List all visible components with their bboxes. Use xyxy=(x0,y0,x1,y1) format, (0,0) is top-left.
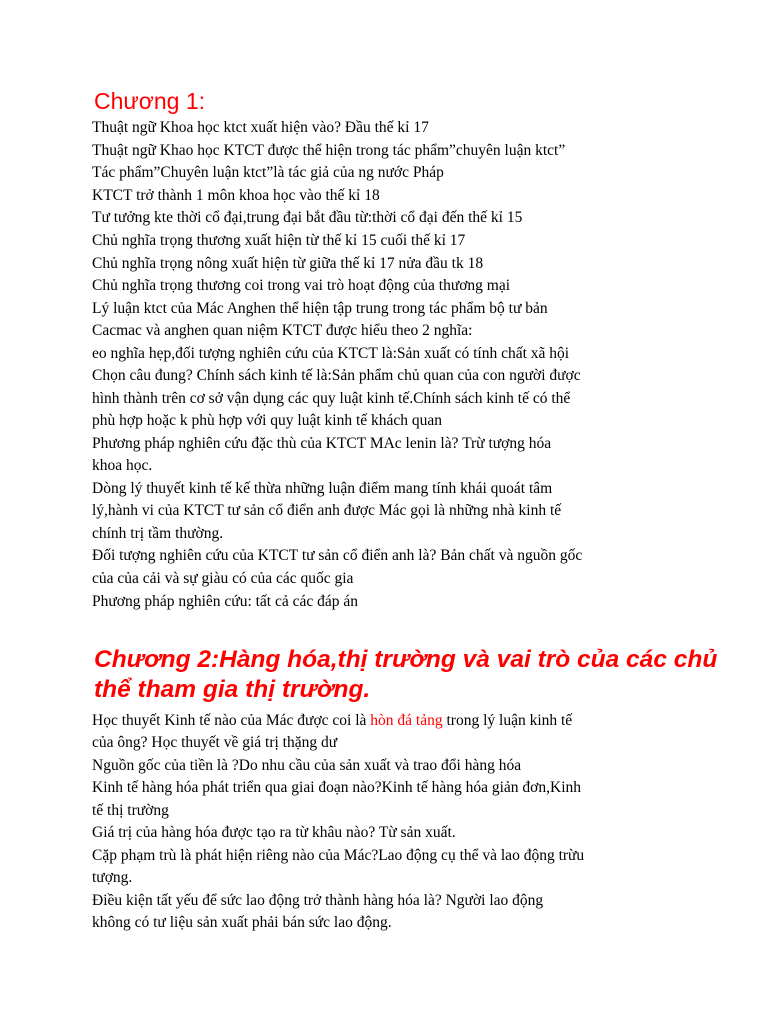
chapter1-line: Phương pháp nghiên cứu: tất cả các đáp án xyxy=(92,593,359,610)
chapter2-line: Kinh tế hàng hóa phát triển qua giai đoạn nào?Kinh tế hàng hóa giản đơn,Kinh xyxy=(92,779,581,796)
chapter1-line: Chủ nghĩa trọng thương xuất hiện từ thế kỉ 15 cuối thế kỉ 17 xyxy=(92,232,466,249)
chapter2-line: tế thị trường xyxy=(92,802,169,819)
chapter2-line: không có tư liệu sản xuất phải bán sức lao động. xyxy=(92,914,392,931)
chapter1-line: Cacmac và anghen quan niệm KTCT được hiểu theo 2 nghĩa: xyxy=(92,322,473,339)
chapter2-line1-end: trong lý luận kinh tế xyxy=(442,712,573,729)
chapter2-line-with-highlight xyxy=(92,710,732,733)
chapter2-line1-start: Học thuyết Kinh tế nào của Mác được coi là xyxy=(92,712,371,729)
highlighted-text: hòn đá tảng xyxy=(370,712,443,729)
chapter1-line: Chủ nghĩa trọng nông xuất hiện từ giữa thế kỉ 17 nửa đầu tk 18 xyxy=(92,255,484,272)
chapter1-heading: Chương 1: xyxy=(94,88,206,114)
chapter1-line: Thuật ngữ Khoa học ktct xuất hiện vào? Đầu thế kỉ 17 xyxy=(92,119,429,136)
chapter2-line: Nguồn gốc của tiền là ?Do nhu cầu của sản xuất và trao đổi hàng hóa xyxy=(92,757,522,774)
chapter1-line: Lý luận ktct của Mác Anghen thể hiện tập trung trong tác phẩm bộ tư bản xyxy=(92,300,548,317)
chapter1-line: của của cải và sự giàu có của các quốc gia xyxy=(92,570,354,587)
chapter1-line: khoa học. xyxy=(92,457,153,474)
chapter2-line: của ông? Học thuyết về giá trị thặng dư xyxy=(92,734,338,751)
chapter1-line: Tư tưởng kte thời cổ đại,trung đại bắt đầu từ:thời cổ đại đến thế kỉ 15 xyxy=(92,209,523,226)
chapter2-line: Điều kiện tất yếu để sức lao động trở thành hàng hóa là? Người lao động xyxy=(92,892,544,909)
chapter1-line: KTCT trở thành 1 môn khoa học vào thế kỉ 18 xyxy=(92,187,380,204)
chapter2-line: tượng. xyxy=(92,869,133,886)
chapter1-line: eo nghĩa hẹp,đối tượng nghiên cứu của KTCT là:Sản xuất có tính chất xã hội xyxy=(92,345,570,362)
chapter1-line: Tác phẩm”Chuyên luận ktct”là tác giả của ng nước Pháp xyxy=(92,164,444,181)
chapter1-line: phù hợp hoặc k phù hợp với quy luật kinh tế khách quan xyxy=(92,412,443,429)
chapter1-line: hình thành trên cơ sở vận dụng các quy luật kinh tế.Chính sách kinh tế có thể xyxy=(92,390,571,407)
chapter1-line: chính trị tầm thường. xyxy=(92,525,224,542)
chapter1-line: lý,hành vi của KTCT tư sản cổ điển anh được Mác gọi là những nhà kinh tế xyxy=(92,502,562,519)
chapter2-line: Cặp phạm trù là phát hiện riêng nào của Mác?Lao động cụ thể và lao động trừu xyxy=(92,847,585,864)
chapter1-line: Phương pháp nghiên cứu đặc thù của KTCT MAc lenin là? Trừ tượng hóa xyxy=(92,435,552,452)
chapter1-line: Chọn câu đung? Chính sách kinh tế là:Sản phẩm chủ quan của con người được xyxy=(92,367,581,384)
chapter1-line: Đối tượng nghiên cứu của KTCT tư sản cổ điển anh là? Bản chất và nguồn gốc xyxy=(92,547,583,564)
chapter1-line: Thuật ngữ Khao học KTCT được thể hiện trong tác phẩm”chuyên luận ktct” xyxy=(92,142,566,159)
chapter1-line: Dòng lý thuyết kinh tế kế thừa những luận điểm mang tính khái quoát tâm xyxy=(92,480,553,497)
chapter2-heading: Chương 2:Hàng hóa,thị trường và vai trò của các chủ thể tham gia thị trường. xyxy=(94,646,718,703)
chapter2-line: Giá trị của hàng hóa được tạo ra từ khâu nào? Từ sản xuất. xyxy=(92,824,456,841)
chapter1-line: Chủ nghĩa trọng thương coi trong vai trò hoạt động của thương mại xyxy=(92,277,511,294)
